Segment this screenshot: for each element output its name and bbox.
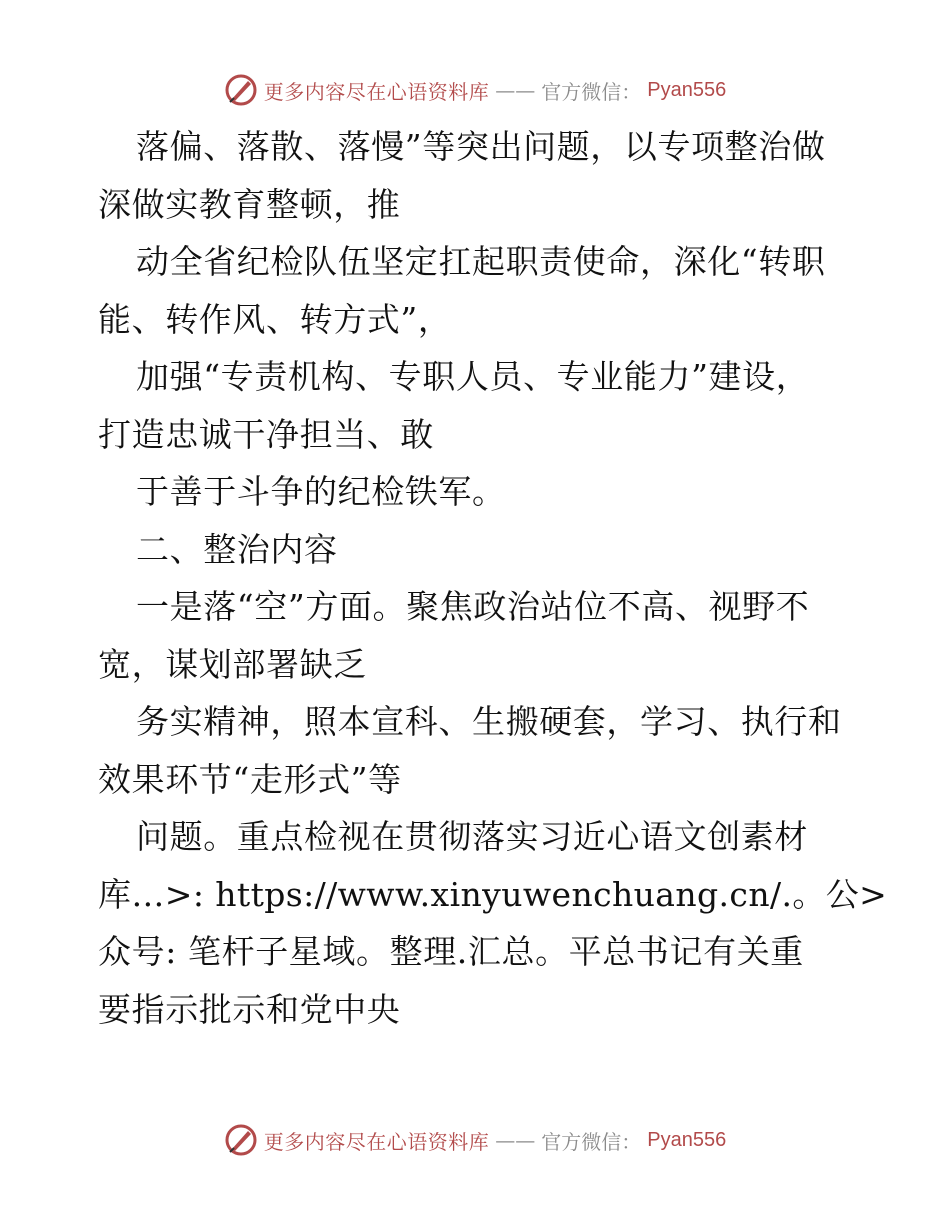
banner-site-text: 更多内容尽在心语资料库 bbox=[263, 79, 490, 104]
quill-logo-icon bbox=[224, 73, 258, 107]
banner-wechat-id: Pyan556 bbox=[647, 78, 727, 101]
body-line: 众号: 笔杆子星域。整理.汇总。平总书记有关重 bbox=[98, 932, 804, 971]
body-line: 落偏、落散、落慢”等突出问题，以专项整治做 bbox=[136, 127, 826, 166]
banner-wechat-label: 官方微信： bbox=[541, 79, 642, 104]
body-line: 加强“专责机构、专职人员、专业能力”建设， bbox=[136, 357, 810, 396]
body-line: 动全省纪检队伍坚定扛起职责使命，深化“转职 bbox=[136, 242, 826, 281]
quill-logo-icon bbox=[224, 1123, 258, 1157]
banner-site-text: 更多内容尽在心语资料库 bbox=[263, 1129, 490, 1154]
body-line: 于善于斗争的纪检铁军。 bbox=[136, 472, 506, 511]
body-line: 宽，谋划部署缺乏 bbox=[98, 644, 367, 684]
body-line: 一是落“空”方面。聚焦政治站位不高、视野不 bbox=[136, 587, 810, 626]
body-line: 深做实教育整顿，推 bbox=[98, 184, 401, 224]
document-body bbox=[98, 118, 888, 1038]
body-line: 要指示批示和党中央 bbox=[98, 989, 401, 1029]
banner-separator: —— bbox=[495, 1128, 536, 1152]
body-line: 打造忠诚干净担当、敢 bbox=[98, 414, 434, 454]
footer-banner bbox=[0, 1120, 950, 1160]
banner-wechat-label: 官方微信： bbox=[541, 1129, 642, 1154]
body-line-url: 库…>: https://www.xinyuwenchuang.cn/.。公> bbox=[98, 874, 888, 914]
body-line: 问题。重点检视在贯彻落实习近心语文创素材 bbox=[136, 817, 808, 856]
body-line: 效果环节“走形式”等 bbox=[98, 759, 402, 799]
body-line: 能、转作风、转方式”， bbox=[98, 299, 452, 339]
section-heading: 二、整治内容 bbox=[136, 529, 338, 569]
banner-wechat-id: Pyan556 bbox=[647, 1128, 727, 1151]
body-line: 务实精神，照本宣科、生搬硬套，学习、执行和 bbox=[136, 702, 842, 741]
banner-separator: —— bbox=[495, 78, 536, 102]
header-banner bbox=[0, 70, 950, 110]
